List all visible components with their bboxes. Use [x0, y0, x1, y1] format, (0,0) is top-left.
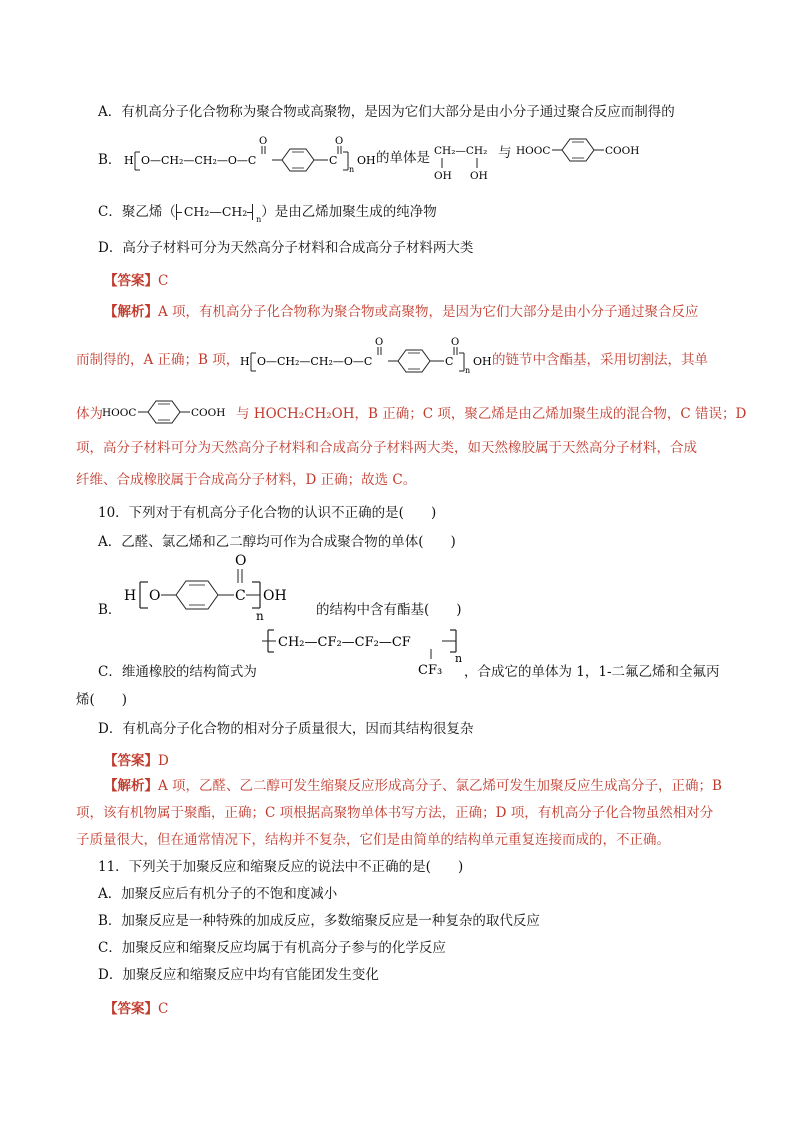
- q9-polymer-structure: [122, 132, 380, 178]
- q9-option-b-mid: 的单体是: [376, 150, 430, 166]
- viton-chain: CH₂—CF₂—CF₂—CF: [278, 635, 411, 650]
- viton-cf3: CF₃: [418, 663, 443, 678]
- svg-text:C: C: [445, 355, 454, 368]
- q10-option-c-suffix: ，合成它的单体为 1，1-二氟乙烯和全氟丙: [464, 664, 720, 680]
- q9-option-b-label: B．: [98, 152, 122, 168]
- acid-right: COOH: [605, 145, 640, 157]
- analysis-label: 【解析】: [104, 778, 158, 794]
- polyester-c: C: [235, 588, 246, 604]
- q9-analysis-line-3a: 体为: [76, 406, 103, 422]
- q9-option-d: D．高分子材料可分为天然高分子材料和合成高分子材料两大类: [98, 240, 474, 256]
- svg-text:O: O: [375, 337, 384, 348]
- q10-analysis-line-3: 子质量很大，但在通常情况下，结构并不复杂，它们是由简单的结构单元重复连接而成的，不正确。: [76, 832, 670, 848]
- q9-and: 与: [498, 145, 512, 161]
- q9-analysis-line-2a: 而制得的，A 正确；B 项，: [76, 352, 240, 368]
- q10-analysis-line-1: [104, 776, 722, 796]
- svg-text:COOH: COOH: [191, 407, 226, 419]
- q11-stem: 11．下列关于加聚反应和缩聚反应的说法中不正确的是( ): [98, 859, 464, 875]
- svg-text:H: H: [240, 355, 250, 368]
- answer-value: C: [158, 273, 169, 289]
- q9-analysis-polymer-structure: [238, 333, 496, 379]
- svg-text:OH: OH: [473, 355, 492, 368]
- q10-stem: 10．下列对于有机高分子化合物的认识不正确的是( ): [98, 505, 437, 521]
- polymer-n: n: [349, 165, 355, 174]
- acid-left: HOOC: [516, 145, 551, 157]
- q9-answer: [104, 271, 168, 291]
- q10-polyester-structure: [122, 550, 322, 622]
- q9-analysis-line-4: 项，高分子材料可分为天然高分子材料和合成高分子材料两大类，如天然橡胶属于天然高分子材料，合成: [76, 440, 697, 456]
- terephthalic-acid-structure: [516, 136, 656, 166]
- viton-n: n: [455, 652, 463, 665]
- answer-label: 【答案】: [104, 273, 158, 289]
- q11-option-b: B．加聚反应是一种特殊的加成反应，多数缩聚反应是一种复杂的取代反应: [98, 913, 540, 929]
- polymer-oh: OH: [357, 154, 376, 167]
- q11-option-d: D．加聚反应和缩聚反应中均有官能团发生变化: [98, 967, 379, 983]
- diol-top: CH₂—CH₂: [434, 145, 488, 157]
- polymer-h: H: [124, 154, 134, 167]
- q11-answer: [104, 999, 168, 1019]
- q9-option-a: A．有机高分子化合物称为聚合物或高聚物，是因为它们大部分是由小分子通过聚合反应而制得的: [98, 104, 675, 120]
- svg-text:O—CH₂—CH₂—O—C: O—CH₂—CH₂—O—C: [257, 355, 373, 368]
- q9-analysis-acid-structure: [102, 398, 242, 428]
- polyester-h: H: [124, 588, 137, 604]
- q10-option-a: A．乙醛、氯乙烯和乙二醇均可作为合成聚合物的单体( ): [98, 534, 456, 550]
- q9-analysis-line-5: 纤维、合成橡胶属于合成高分子材料，D 正确；故选 C。: [76, 472, 417, 488]
- q10-option-c-line2: 烯( ): [76, 692, 128, 708]
- polyester-o-top: O: [235, 553, 247, 569]
- answer-value: C: [158, 1001, 169, 1017]
- q9-analysis-line-3b: 与 HOCH₂CH₂OH，B 正确；C 项，聚乙烯是由乙烯加聚生成的混合物，C 错误；D: [236, 406, 747, 422]
- analysis-label: 【解析】: [104, 304, 158, 320]
- polymer-chain: O—CH₂—CH₂—O—C: [141, 154, 257, 167]
- q10-answer: [104, 751, 169, 771]
- answer-label: 【答案】: [104, 753, 158, 769]
- polyester-o: O: [149, 588, 161, 604]
- answer-value: D: [158, 753, 169, 769]
- q10-option-c-prefix: C．维通橡胶的结构简式为: [98, 664, 257, 680]
- polyethylene-formula: CH₂—CH₂ n: [176, 202, 261, 222]
- polyester-oh: OH: [263, 588, 287, 604]
- q11-option-a: A．加聚反应后有机分子的不饱和度减小: [98, 886, 338, 902]
- q10-option-b-suffix: 的结构中含有酯基( ): [316, 602, 462, 618]
- q10-analysis-line-2: 项，该有机物属于聚酯，正确；C 项根据高聚物单体书写方法，正确；D 项，有机高分子化合物虽然相对分: [76, 805, 714, 821]
- carbonyl-c: C: [329, 154, 338, 167]
- diol-oh-2: OH: [470, 170, 488, 182]
- ethylene-glycol-structure: [432, 138, 494, 184]
- q9-option-c-suffix: ）是由乙烯加聚生成的纯净物: [261, 204, 437, 220]
- q9-analysis-line-2b: 的链节中含酯基，采用切割法，其单: [492, 352, 708, 368]
- q10-option-d: D．有机高分子化合物的相对分子质量很大，因而其结构很复杂: [98, 721, 474, 737]
- polyethylene-n: n: [256, 215, 262, 224]
- q11-option-c: C．加聚反应和缩聚反应均属于有机高分子参与的化学反应: [98, 940, 446, 956]
- viton-rubber-structure: [262, 624, 468, 680]
- svg-text:HOOC: HOOC: [102, 407, 137, 419]
- q9-analysis-line-1: [104, 302, 699, 322]
- carbonyl-o-1: O: [259, 136, 268, 147]
- q10-option-b-label: B．: [98, 602, 122, 618]
- svg-text:O: O: [451, 337, 460, 348]
- polyester-n: n: [256, 609, 264, 622]
- answer-label: 【答案】: [104, 1001, 158, 1017]
- analysis-text-1: A 项，乙醛、乙二醇可发生缩聚反应形成高分子、氯乙烯可发生加聚反应生成高分子，正确；B: [158, 778, 722, 794]
- q9-option-c-prefix: C．聚乙烯（: [98, 204, 176, 220]
- diol-oh-1: OH: [434, 170, 452, 182]
- carbonyl-o-2: O: [335, 136, 344, 147]
- q9-option-c: [98, 202, 437, 222]
- svg-text:n: n: [465, 366, 471, 375]
- analysis-text-1: A 项，有机高分子化合物称为聚合物或高聚物，是因为它们大部分是由小分子通过聚合反应: [158, 304, 699, 320]
